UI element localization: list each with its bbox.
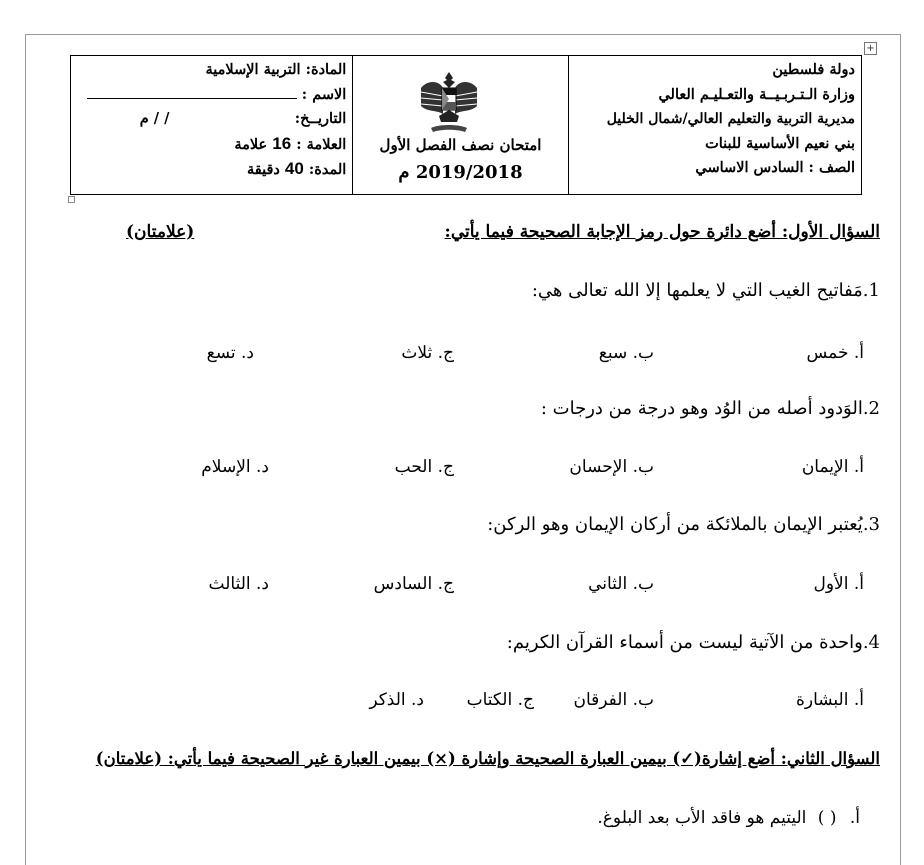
q1-item-4-option-a[interactable]: أ. البشارة bbox=[795, 690, 864, 710]
q2-item-a bbox=[60, 808, 880, 828]
q1-item-2-option-d[interactable]: د. الإسلام bbox=[201, 457, 269, 477]
palestine-emblem-icon bbox=[413, 66, 485, 138]
q1-item-1-option-b[interactable]: ب. سبع bbox=[598, 343, 654, 363]
exam-title: امتحان نصف الفصل الأول bbox=[379, 136, 542, 154]
q2-heading bbox=[60, 749, 880, 768]
q1-title: السؤال الأول: أضع دائرة حول رمز الإجابة الصحيحة فيما يأتي: bbox=[444, 222, 880, 242]
name-label: الاسم : bbox=[301, 85, 347, 103]
mark-unit: علامة bbox=[234, 135, 268, 153]
exam-year: 2019/2018 م bbox=[398, 162, 523, 183]
q1-item-1-option-a[interactable]: أ. خمس bbox=[806, 343, 864, 363]
q1-item-4-option-c[interactable]: ج. الكتاب bbox=[466, 690, 534, 710]
exam-header-table bbox=[70, 55, 862, 195]
grade-label: الصف : السادس الاساسي bbox=[695, 159, 855, 176]
date-blank-field[interactable]: / / م bbox=[139, 110, 170, 127]
q1-item-3-option-b[interactable]: ب. الثاني bbox=[588, 574, 654, 594]
ministry-name: وزارة الـتـربـيــة والتعـليـم العالي bbox=[658, 85, 855, 103]
q1-item-1-option-d[interactable]: د. تسع bbox=[206, 343, 254, 363]
q1-item-4-text: 4.واحدة من الآتية ليست من أسماء القرآن الكريم: bbox=[506, 632, 880, 653]
q1-item-3-option-d[interactable]: د. الثالث bbox=[208, 574, 269, 594]
q1-marks: (علامتان) bbox=[126, 222, 195, 242]
mark-row bbox=[77, 132, 346, 158]
duration-unit: دقيقة bbox=[246, 161, 280, 178]
duration-value: 40 bbox=[284, 159, 304, 178]
q1-item-4-option-b[interactable]: ب. الفرقان bbox=[573, 690, 654, 710]
q1-item-3-text: 3.يُعتبر الإيمان بالملائكة من أركان الإيمان وهو الركن: bbox=[487, 514, 880, 535]
duration-row bbox=[77, 157, 346, 183]
q1-item-2-option-c[interactable]: ج. الحب bbox=[394, 457, 454, 477]
state-name: دولة فلسطين bbox=[772, 61, 855, 78]
header-exam-info bbox=[352, 56, 567, 194]
date-label: التاريــخ: bbox=[294, 110, 347, 127]
mark-label: العلامة : bbox=[296, 135, 347, 153]
header-student-info bbox=[71, 56, 352, 194]
date-row bbox=[77, 107, 346, 132]
q1-item-2-text: 2.الوَدود أصله من الوُد وهو درجة من درجات : bbox=[540, 398, 880, 419]
q2-title: السؤال الثاني: أضع إشارة(✓) بيمين العبارة الصحيحة وإشارة (×) بيمين العبارة غير الصحيحة فيما يأتي: (علامتان) bbox=[95, 749, 880, 768]
q1-item-3-option-a[interactable]: أ. الأول bbox=[813, 574, 864, 594]
q1-item-3-option-c[interactable]: ج. السادس bbox=[373, 574, 454, 594]
q1-item-2-option-b[interactable]: ب. الإحسان bbox=[569, 457, 654, 477]
q1-heading bbox=[60, 222, 880, 242]
table-resize-handle[interactable] bbox=[68, 196, 75, 203]
subject-label: المادة: التربية الإسلامية bbox=[205, 61, 347, 78]
q2-item-a-answer-box[interactable]: ( ) bbox=[817, 808, 837, 828]
mark-value: 16 bbox=[272, 133, 292, 153]
q1-item-2-option-a[interactable]: أ. الإيمان bbox=[801, 457, 864, 477]
name-blank-field[interactable] bbox=[87, 84, 297, 99]
student-name-row bbox=[77, 83, 346, 108]
q1-item-4-option-d[interactable]: د. الذكر bbox=[369, 690, 424, 710]
q1-item-1-option-c[interactable]: ج. ثلاث bbox=[401, 343, 454, 363]
q2-item-a-text: اليتيم هو فاقد الأب بعد البلوغ. bbox=[597, 808, 807, 828]
q1-item-1-text: 1.مَفاتيح الغيب التي لا يعلمها إلا الله تعالى هي: bbox=[531, 280, 880, 301]
duration-label: المدة: bbox=[308, 161, 347, 178]
school-name: بني نعيم الأساسية للبنات bbox=[705, 134, 855, 152]
table-move-handle-icon[interactable]: + bbox=[864, 42, 877, 55]
header-school-info bbox=[568, 56, 861, 194]
directorate-name: مديرية التربية والتعليم العالي/شمال الخليل bbox=[606, 111, 855, 127]
q2-item-a-letter: أ. bbox=[849, 808, 860, 828]
